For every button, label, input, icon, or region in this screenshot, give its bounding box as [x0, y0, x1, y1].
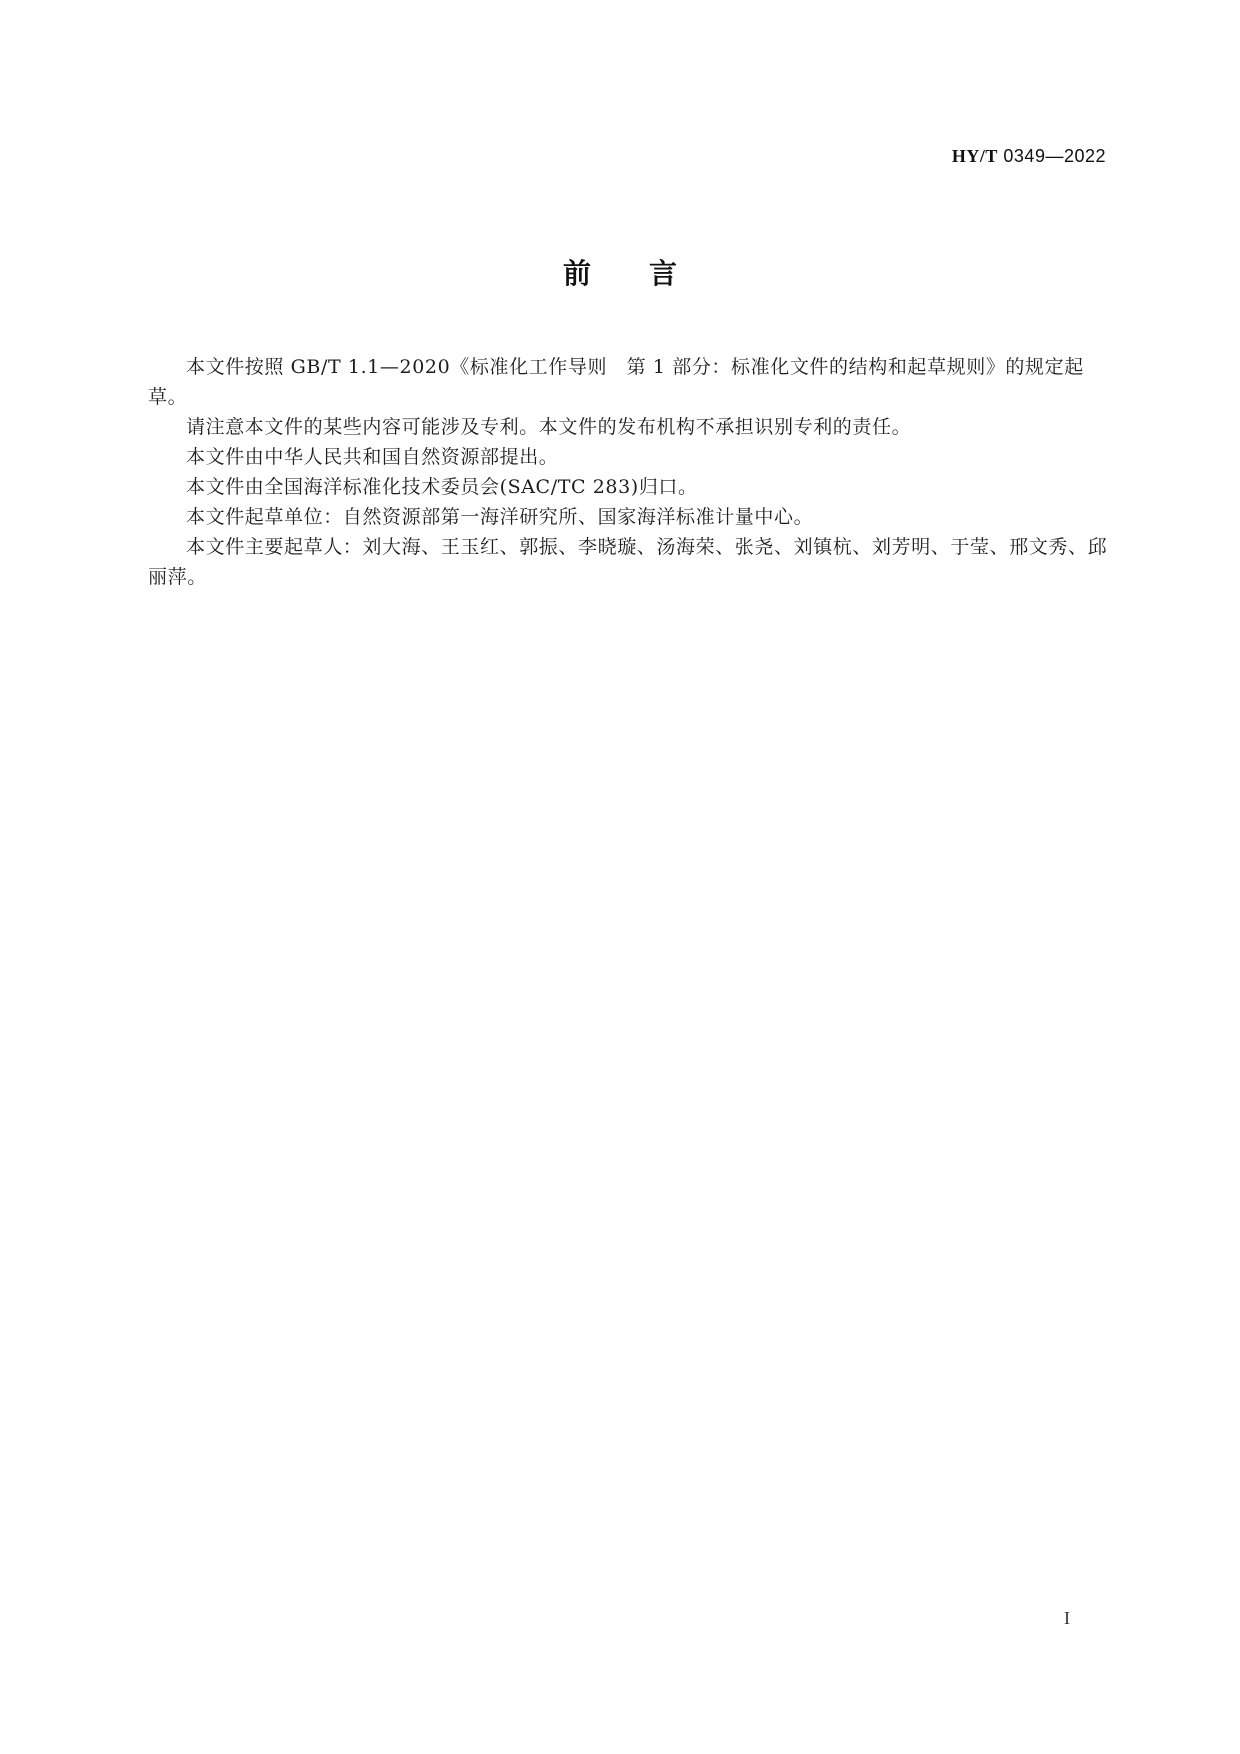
standard-code-prefix: HY/T	[951, 146, 998, 166]
paragraph-drafters: 本文件主要起草人：刘大海、王玉红、郭振、李晓璇、汤海荣、张尧、刘镇杭、刘芳明、于莹、邢文秀、邱丽萍。	[148, 536, 1108, 588]
standard-code	[952, 146, 1106, 167]
paragraph-drafting-rules: 本文件按照 GB/T 1.1—2020《标准化工作导则 第 1 部分：标准化文件的结构和起草规则》的规定起草。	[148, 356, 1084, 408]
paragraph-patent-notice: 请注意本文件的某些内容可能涉及专利。本文件的发布机构不承担识别专利的责任。	[186, 416, 912, 438]
page-number: I	[1064, 1608, 1070, 1628]
paragraph-committee: 本文件由全国海洋标准化技术委员会(SAC/TC 283)归口。	[186, 476, 698, 498]
preface-body	[148, 352, 1108, 592]
paragraph-drafting-units: 本文件起草单位：自然资源部第一海洋研究所、国家海洋标准计量中心。	[186, 506, 814, 528]
paragraph-proposer: 本文件由中华人民共和国自然资源部提出。	[186, 446, 559, 468]
standard-code-number: 0349—2022	[997, 146, 1106, 166]
page-title: 前言	[562, 257, 735, 290]
